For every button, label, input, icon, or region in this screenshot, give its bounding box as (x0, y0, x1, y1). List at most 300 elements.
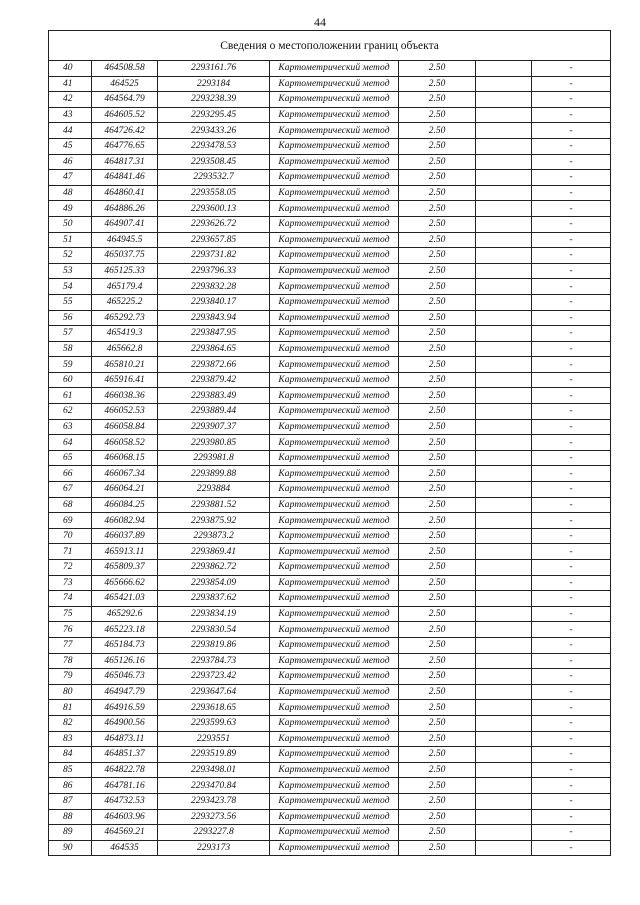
note-cell: - (532, 560, 611, 576)
empty-cell (476, 825, 532, 841)
method-cell: Картометрический метод (270, 700, 399, 716)
method-cell: Картометрический метод (270, 637, 399, 653)
accuracy-cell: 2.50 (399, 762, 476, 778)
method-cell: Картометрический метод (270, 388, 399, 404)
y-coordinate-cell: 2293873.2 (158, 528, 270, 544)
y-coordinate-cell: 2293723.42 (158, 669, 270, 685)
note-cell: - (532, 591, 611, 607)
table-row (49, 450, 611, 466)
x-coordinate-cell: 465810.21 (92, 357, 158, 373)
table-row (49, 778, 611, 794)
point-number-cell: 59 (49, 357, 92, 373)
method-cell: Картометрический метод (270, 248, 399, 264)
accuracy-cell: 2.50 (399, 263, 476, 279)
accuracy-cell: 2.50 (399, 419, 476, 435)
point-number-cell: 66 (49, 466, 92, 482)
method-cell: Картометрический метод (270, 216, 399, 232)
boundary-coordinates-table (48, 30, 611, 856)
point-number-cell: 53 (49, 263, 92, 279)
x-coordinate-cell: 464822.78 (92, 762, 158, 778)
method-cell: Картометрический метод (270, 560, 399, 576)
table-row (49, 138, 611, 154)
point-number-cell: 69 (49, 513, 92, 529)
table-row (49, 76, 611, 92)
note-cell: - (532, 637, 611, 653)
empty-cell (476, 684, 532, 700)
note-cell: - (532, 357, 611, 373)
accuracy-cell: 2.50 (399, 840, 476, 856)
y-coordinate-cell: 2293834.19 (158, 606, 270, 622)
accuracy-cell: 2.50 (399, 388, 476, 404)
table-row (49, 637, 611, 653)
y-coordinate-cell: 2293881.52 (158, 497, 270, 513)
accuracy-cell: 2.50 (399, 544, 476, 560)
table-row (49, 762, 611, 778)
point-number-cell: 55 (49, 294, 92, 310)
accuracy-cell: 2.50 (399, 138, 476, 154)
accuracy-cell: 2.50 (399, 310, 476, 326)
note-cell: - (532, 76, 611, 92)
point-number-cell: 62 (49, 404, 92, 420)
x-coordinate-cell: 466067.34 (92, 466, 158, 482)
y-coordinate-cell: 2293889.44 (158, 404, 270, 420)
x-coordinate-cell: 466058.84 (92, 419, 158, 435)
x-coordinate-cell: 466037.89 (92, 528, 158, 544)
method-cell: Картометрический метод (270, 747, 399, 763)
x-coordinate-cell: 466038.36 (92, 388, 158, 404)
x-coordinate-cell: 464900.56 (92, 715, 158, 731)
note-cell: - (532, 762, 611, 778)
note-cell: - (532, 372, 611, 388)
point-number-cell: 68 (49, 497, 92, 513)
y-coordinate-cell: 2293558.05 (158, 185, 270, 201)
note-cell: - (532, 778, 611, 794)
method-cell: Картометрический метод (270, 170, 399, 186)
empty-cell (476, 840, 532, 856)
point-number-cell: 67 (49, 482, 92, 498)
empty-cell (476, 76, 532, 92)
y-coordinate-cell: 2293843.94 (158, 310, 270, 326)
accuracy-cell: 2.50 (399, 747, 476, 763)
empty-cell (476, 372, 532, 388)
method-cell: Картометрический метод (270, 669, 399, 685)
table-row (49, 684, 611, 700)
point-number-cell: 42 (49, 92, 92, 108)
table-body (49, 31, 611, 856)
point-number-cell: 81 (49, 700, 92, 716)
accuracy-cell: 2.50 (399, 107, 476, 123)
x-coordinate-cell: 465809.37 (92, 560, 158, 576)
point-number-cell: 78 (49, 653, 92, 669)
table-row (49, 466, 611, 482)
table-row (49, 591, 611, 607)
y-coordinate-cell: 2293884 (158, 482, 270, 498)
table-row (49, 622, 611, 638)
note-cell: - (532, 326, 611, 342)
note-cell: - (532, 107, 611, 123)
accuracy-cell: 2.50 (399, 684, 476, 700)
empty-cell (476, 61, 532, 77)
method-cell: Картометрический метод (270, 435, 399, 451)
x-coordinate-cell: 464726.42 (92, 123, 158, 139)
point-number-cell: 46 (49, 154, 92, 170)
x-coordinate-cell: 464605.52 (92, 107, 158, 123)
note-cell: - (532, 279, 611, 295)
empty-cell (476, 388, 532, 404)
x-coordinate-cell: 465184.73 (92, 637, 158, 653)
note-cell: - (532, 388, 611, 404)
empty-cell (476, 263, 532, 279)
x-coordinate-cell: 465292.6 (92, 606, 158, 622)
accuracy-cell: 2.50 (399, 294, 476, 310)
x-coordinate-cell: 465223.18 (92, 622, 158, 638)
method-cell: Картометрический метод (270, 404, 399, 420)
empty-cell (476, 294, 532, 310)
x-coordinate-cell: 464907.41 (92, 216, 158, 232)
table-row (49, 731, 611, 747)
x-coordinate-cell: 465125.33 (92, 263, 158, 279)
method-cell: Картометрический метод (270, 419, 399, 435)
table-row (49, 294, 611, 310)
empty-cell (476, 528, 532, 544)
y-coordinate-cell: 2293899.88 (158, 466, 270, 482)
table-row (49, 825, 611, 841)
method-cell: Картометрический метод (270, 497, 399, 513)
note-cell: - (532, 482, 611, 498)
accuracy-cell: 2.50 (399, 809, 476, 825)
accuracy-cell: 2.50 (399, 606, 476, 622)
method-cell: Картометрический метод (270, 138, 399, 154)
accuracy-cell: 2.50 (399, 778, 476, 794)
x-coordinate-cell: 465126.16 (92, 653, 158, 669)
point-number-cell: 74 (49, 591, 92, 607)
accuracy-cell: 2.50 (399, 653, 476, 669)
method-cell: Картометрический метод (270, 61, 399, 77)
empty-cell (476, 185, 532, 201)
note-cell: - (532, 61, 611, 77)
method-cell: Картометрический метод (270, 762, 399, 778)
empty-cell (476, 513, 532, 529)
table-row (49, 513, 611, 529)
empty-cell (476, 154, 532, 170)
point-number-cell: 45 (49, 138, 92, 154)
note-cell: - (532, 700, 611, 716)
y-coordinate-cell: 2293478.53 (158, 138, 270, 154)
table-row (49, 92, 611, 108)
table-row (49, 263, 611, 279)
point-number-cell: 61 (49, 388, 92, 404)
note-cell: - (532, 154, 611, 170)
table-row (49, 388, 611, 404)
note-cell: - (532, 404, 611, 420)
empty-cell (476, 497, 532, 513)
empty-cell (476, 622, 532, 638)
table-row (49, 326, 611, 342)
x-coordinate-cell: 466082.94 (92, 513, 158, 529)
x-coordinate-cell: 466052.53 (92, 404, 158, 420)
table-row (49, 248, 611, 264)
point-number-cell: 52 (49, 248, 92, 264)
note-cell: - (532, 170, 611, 186)
method-cell: Картометрический метод (270, 731, 399, 747)
method-cell: Картометрический метод (270, 263, 399, 279)
method-cell: Картометрический метод (270, 591, 399, 607)
y-coordinate-cell: 2293980.85 (158, 435, 270, 451)
x-coordinate-cell: 466058.52 (92, 435, 158, 451)
table-row (49, 201, 611, 217)
empty-cell (476, 357, 532, 373)
point-number-cell: 73 (49, 575, 92, 591)
accuracy-cell: 2.50 (399, 232, 476, 248)
accuracy-cell: 2.50 (399, 825, 476, 841)
empty-cell (476, 762, 532, 778)
empty-cell (476, 544, 532, 560)
point-number-cell: 71 (49, 544, 92, 560)
y-coordinate-cell: 2293819.86 (158, 637, 270, 653)
note-cell: - (532, 497, 611, 513)
y-coordinate-cell: 2293532.7 (158, 170, 270, 186)
note-cell: - (532, 92, 611, 108)
accuracy-cell: 2.50 (399, 622, 476, 638)
y-coordinate-cell: 2293731.82 (158, 248, 270, 264)
empty-cell (476, 107, 532, 123)
y-coordinate-cell: 2293600.13 (158, 201, 270, 217)
table-row (49, 435, 611, 451)
y-coordinate-cell: 2293864.65 (158, 341, 270, 357)
x-coordinate-cell: 464886.26 (92, 201, 158, 217)
y-coordinate-cell: 2293784.73 (158, 653, 270, 669)
point-number-cell: 82 (49, 715, 92, 731)
table-row (49, 669, 611, 685)
x-coordinate-cell: 466084.25 (92, 497, 158, 513)
table-row (49, 107, 611, 123)
empty-cell (476, 201, 532, 217)
method-cell: Картометрический метод (270, 793, 399, 809)
table-row (49, 310, 611, 326)
empty-cell (476, 747, 532, 763)
note-cell: - (532, 528, 611, 544)
y-coordinate-cell: 2293295.45 (158, 107, 270, 123)
point-number-cell: 56 (49, 310, 92, 326)
note-cell: - (532, 809, 611, 825)
method-cell: Картометрический метод (270, 715, 399, 731)
table-header-row (49, 31, 611, 61)
x-coordinate-cell: 464776.65 (92, 138, 158, 154)
point-number-cell: 44 (49, 123, 92, 139)
x-coordinate-cell: 464508.58 (92, 61, 158, 77)
method-cell: Картометрический метод (270, 513, 399, 529)
table-row (49, 123, 611, 139)
empty-cell (476, 606, 532, 622)
note-cell: - (532, 466, 611, 482)
y-coordinate-cell: 2293433.26 (158, 123, 270, 139)
y-coordinate-cell: 2293883.49 (158, 388, 270, 404)
table-row (49, 575, 611, 591)
x-coordinate-cell: 464817.31 (92, 154, 158, 170)
table-row (49, 419, 611, 435)
empty-cell (476, 279, 532, 295)
table-row (49, 185, 611, 201)
table-row (49, 279, 611, 295)
table-row (49, 793, 611, 809)
x-coordinate-cell: 465421.03 (92, 591, 158, 607)
table-row (49, 528, 611, 544)
note-cell: - (532, 310, 611, 326)
method-cell: Картометрический метод (270, 653, 399, 669)
note-cell: - (532, 840, 611, 856)
point-number-cell: 90 (49, 840, 92, 856)
empty-cell (476, 248, 532, 264)
point-number-cell: 77 (49, 637, 92, 653)
page-number: 44 (314, 15, 326, 29)
y-coordinate-cell: 2293470.84 (158, 778, 270, 794)
note-cell: - (532, 248, 611, 264)
x-coordinate-cell: 465913.11 (92, 544, 158, 560)
method-cell: Картометрический метод (270, 606, 399, 622)
y-coordinate-cell: 2293508.45 (158, 154, 270, 170)
x-coordinate-cell: 465292.73 (92, 310, 158, 326)
table-row (49, 840, 611, 856)
method-cell: Картометрический метод (270, 825, 399, 841)
y-coordinate-cell: 2293618.65 (158, 700, 270, 716)
y-coordinate-cell: 2293830.54 (158, 622, 270, 638)
method-cell: Картометрический метод (270, 341, 399, 357)
point-number-cell: 63 (49, 419, 92, 435)
point-number-cell: 87 (49, 793, 92, 809)
table-row (49, 809, 611, 825)
y-coordinate-cell: 2293847.95 (158, 326, 270, 342)
x-coordinate-cell: 466068.15 (92, 450, 158, 466)
note-cell: - (532, 450, 611, 466)
x-coordinate-cell: 464841.46 (92, 170, 158, 186)
y-coordinate-cell: 2293657.85 (158, 232, 270, 248)
x-coordinate-cell: 464781.16 (92, 778, 158, 794)
point-number-cell: 64 (49, 435, 92, 451)
accuracy-cell: 2.50 (399, 715, 476, 731)
y-coordinate-cell: 2293238.39 (158, 92, 270, 108)
note-cell: - (532, 294, 611, 310)
x-coordinate-cell: 464945.5 (92, 232, 158, 248)
empty-cell (476, 809, 532, 825)
accuracy-cell: 2.50 (399, 326, 476, 342)
accuracy-cell: 2.50 (399, 528, 476, 544)
y-coordinate-cell: 2293184 (158, 76, 270, 92)
note-cell: - (532, 185, 611, 201)
table-row (49, 544, 611, 560)
table-row (49, 700, 611, 716)
accuracy-cell: 2.50 (399, 279, 476, 295)
accuracy-cell: 2.50 (399, 793, 476, 809)
empty-cell (476, 232, 532, 248)
point-number-cell: 85 (49, 762, 92, 778)
empty-cell (476, 731, 532, 747)
note-cell: - (532, 263, 611, 279)
note-cell: - (532, 653, 611, 669)
y-coordinate-cell: 2293647.64 (158, 684, 270, 700)
empty-cell (476, 92, 532, 108)
note-cell: - (532, 513, 611, 529)
y-coordinate-cell: 2293981.8 (158, 450, 270, 466)
point-number-cell: 51 (49, 232, 92, 248)
x-coordinate-cell: 465916.41 (92, 372, 158, 388)
y-coordinate-cell: 2293837.62 (158, 591, 270, 607)
x-coordinate-cell: 464873.11 (92, 731, 158, 747)
y-coordinate-cell: 2293161.76 (158, 61, 270, 77)
note-cell: - (532, 731, 611, 747)
note-cell: - (532, 793, 611, 809)
x-coordinate-cell: 465666.62 (92, 575, 158, 591)
empty-cell (476, 170, 532, 186)
method-cell: Картометрический метод (270, 466, 399, 482)
table-row (49, 653, 611, 669)
accuracy-cell: 2.50 (399, 61, 476, 77)
point-number-cell: 40 (49, 61, 92, 77)
method-cell: Картометрический метод (270, 575, 399, 591)
accuracy-cell: 2.50 (399, 341, 476, 357)
empty-cell (476, 419, 532, 435)
y-coordinate-cell: 2293862.72 (158, 560, 270, 576)
method-cell: Картометрический метод (270, 622, 399, 638)
accuracy-cell: 2.50 (399, 404, 476, 420)
accuracy-cell: 2.50 (399, 248, 476, 264)
y-coordinate-cell: 2293519.89 (158, 747, 270, 763)
note-cell: - (532, 544, 611, 560)
x-coordinate-cell: 465419.3 (92, 326, 158, 342)
method-cell: Картометрический метод (270, 232, 399, 248)
x-coordinate-cell: 465037.75 (92, 248, 158, 264)
method-cell: Картометрический метод (270, 185, 399, 201)
y-coordinate-cell: 2293869.41 (158, 544, 270, 560)
point-number-cell: 75 (49, 606, 92, 622)
note-cell: - (532, 341, 611, 357)
y-coordinate-cell: 2293551 (158, 731, 270, 747)
y-coordinate-cell: 2293599.63 (158, 715, 270, 731)
empty-cell (476, 591, 532, 607)
empty-cell (476, 341, 532, 357)
table-row (49, 341, 611, 357)
point-number-cell: 57 (49, 326, 92, 342)
point-number-cell: 54 (49, 279, 92, 295)
note-cell: - (532, 575, 611, 591)
accuracy-cell: 2.50 (399, 185, 476, 201)
method-cell: Картометрический метод (270, 123, 399, 139)
y-coordinate-cell: 2293872.66 (158, 357, 270, 373)
method-cell: Картометрический метод (270, 294, 399, 310)
accuracy-cell: 2.50 (399, 513, 476, 529)
empty-cell (476, 793, 532, 809)
x-coordinate-cell: 465225.2 (92, 294, 158, 310)
empty-cell (476, 637, 532, 653)
empty-cell (476, 466, 532, 482)
x-coordinate-cell: 464916.59 (92, 700, 158, 716)
note-cell: - (532, 419, 611, 435)
empty-cell (476, 216, 532, 232)
empty-cell (476, 700, 532, 716)
point-number-cell: 41 (49, 76, 92, 92)
note-cell: - (532, 232, 611, 248)
point-number-cell: 83 (49, 731, 92, 747)
y-coordinate-cell: 2293626.72 (158, 216, 270, 232)
method-cell: Картометрический метод (270, 154, 399, 170)
accuracy-cell: 2.50 (399, 201, 476, 217)
table-row (49, 61, 611, 77)
y-coordinate-cell: 2293273.56 (158, 809, 270, 825)
method-cell: Картометрический метод (270, 310, 399, 326)
table-row (49, 232, 611, 248)
note-cell: - (532, 622, 611, 638)
accuracy-cell: 2.50 (399, 466, 476, 482)
accuracy-cell: 2.50 (399, 591, 476, 607)
